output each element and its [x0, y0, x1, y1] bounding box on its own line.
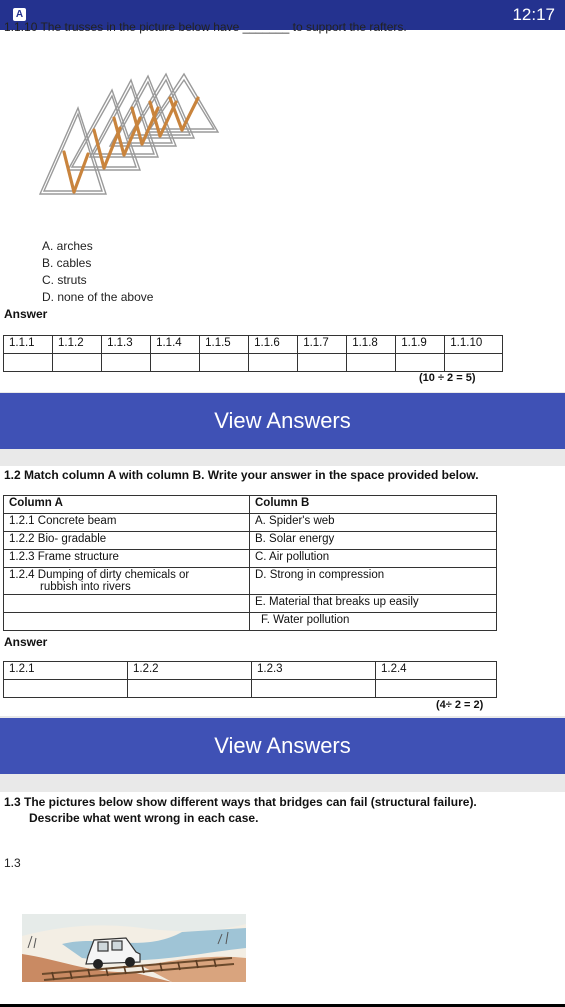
- column-a-cell: [4, 595, 250, 613]
- answer-cell: [53, 354, 102, 372]
- answer-cell: [4, 680, 128, 698]
- answer-cell: [249, 354, 298, 372]
- answer-header-1-1-4: 1.1.4: [151, 336, 200, 354]
- marks-1-2: (4÷ 2 = 2): [436, 699, 484, 711]
- column-b-cell: B. Solar energy: [250, 532, 497, 550]
- answer-header-1-1-3: 1.1.3: [102, 336, 151, 354]
- table-row: [4, 514, 497, 532]
- match-table: [3, 495, 497, 631]
- answer-label: Answer: [4, 307, 48, 321]
- option-d: D. none of the above: [42, 290, 154, 304]
- answer-cell: [445, 354, 503, 372]
- question-1-3-page: [0, 792, 565, 1007]
- answer-header-1-1-7: 1.1.7: [298, 336, 347, 354]
- column-b-cell: F. Water pollution: [250, 613, 497, 631]
- column-a-cell: 1.2.2 Bio- gradable: [4, 532, 250, 550]
- answer-cell: [252, 680, 376, 698]
- view-answers-button-1[interactable]: View Answers: [0, 393, 565, 449]
- table-row: [4, 496, 497, 514]
- answer-cell: [347, 354, 396, 372]
- table-row: [4, 662, 497, 680]
- marks-1-1: (10 ÷ 2 = 5): [419, 372, 476, 384]
- table-row: [4, 354, 503, 372]
- question-1-3-subheading: Describe what went wrong in each case.: [29, 811, 259, 825]
- answer-header-1-2-3: 1.2.3: [252, 662, 376, 680]
- column-a-cell: [4, 613, 250, 631]
- answer-header-1-1-6: 1.1.6: [249, 336, 298, 354]
- option-a: A. arches: [42, 239, 93, 253]
- table-row: [4, 336, 503, 354]
- column-a-cell-line1: 1.2.4 Dumping of dirty chemicals or: [9, 569, 190, 581]
- answer-grid-1-1: [3, 335, 503, 372]
- question-1-1-10-text: 1.1.10 The trusses in the picture below have _______ to support the rafters.: [4, 20, 407, 34]
- table-row: [4, 595, 497, 613]
- answer-header-1-2-2: 1.2.2: [128, 662, 252, 680]
- answer-cell: [200, 354, 249, 372]
- table-row: [4, 550, 497, 568]
- question-1-3-number: 1.3: [4, 856, 21, 870]
- column-b-header: Column B: [250, 496, 497, 514]
- question-1-1-10-page: [0, 20, 565, 392]
- truss-picture: [38, 74, 224, 196]
- option-b: B. cables: [42, 256, 92, 270]
- column-a-cell: 1.2.3 Frame structure: [4, 550, 250, 568]
- answer-cell: [298, 354, 347, 372]
- status-time: 12:17: [512, 5, 555, 24]
- answer-header-1-2-4: 1.2.4: [376, 662, 497, 680]
- question-1-2-heading: 1.2 Match column A with column B. Write your answer in the space provided below.: [4, 468, 479, 482]
- column-b-cell: D. Strong in compression: [250, 568, 497, 595]
- answer-header-1-1-5: 1.1.5: [200, 336, 249, 354]
- answer-header-1-1-2: 1.1.2: [53, 336, 102, 354]
- answer-cell: [396, 354, 445, 372]
- view-answers-button-2[interactable]: View Answers: [0, 718, 565, 774]
- answer-cell: [4, 354, 53, 372]
- app-notification-icon: A: [13, 8, 26, 21]
- table-row: [4, 613, 497, 631]
- bridge-failure-picture: [22, 914, 246, 982]
- column-a-cell-line2: rubbish into rivers: [40, 581, 131, 593]
- answer-cell: [376, 680, 497, 698]
- column-b-cell: A. Spider's web: [250, 514, 497, 532]
- table-row: [4, 568, 497, 595]
- answer-label-1-2: Answer: [4, 635, 48, 649]
- answer-cell: [128, 680, 252, 698]
- column-a-cell: [4, 568, 250, 595]
- answer-options: [42, 238, 153, 306]
- answer-header-1-1-10: 1.1.10: [445, 336, 503, 354]
- answer-header-1-1-1: 1.1.1: [4, 336, 53, 354]
- column-a-header: Column A: [4, 496, 250, 514]
- answer-cell: [151, 354, 200, 372]
- answer-header-1-1-8: 1.1.8: [347, 336, 396, 354]
- column-b-cell: E. Material that breaks up easily: [250, 595, 497, 613]
- answer-cell: [102, 354, 151, 372]
- answer-grid-1-2: [3, 661, 497, 698]
- table-row: [4, 680, 497, 698]
- answer-header-1-2-1: 1.2.1: [4, 662, 128, 680]
- table-row: [4, 532, 497, 550]
- option-c: C. struts: [42, 273, 87, 287]
- column-a-cell: 1.2.1 Concrete beam: [4, 514, 250, 532]
- column-b-cell: C. Air pollution: [250, 550, 497, 568]
- question-1-2-page: [0, 466, 565, 716]
- answer-header-1-1-9: 1.1.9: [396, 336, 445, 354]
- question-1-3-heading: 1.3 The pictures below show different ways that bridges can fail (structural failure).: [4, 795, 477, 809]
